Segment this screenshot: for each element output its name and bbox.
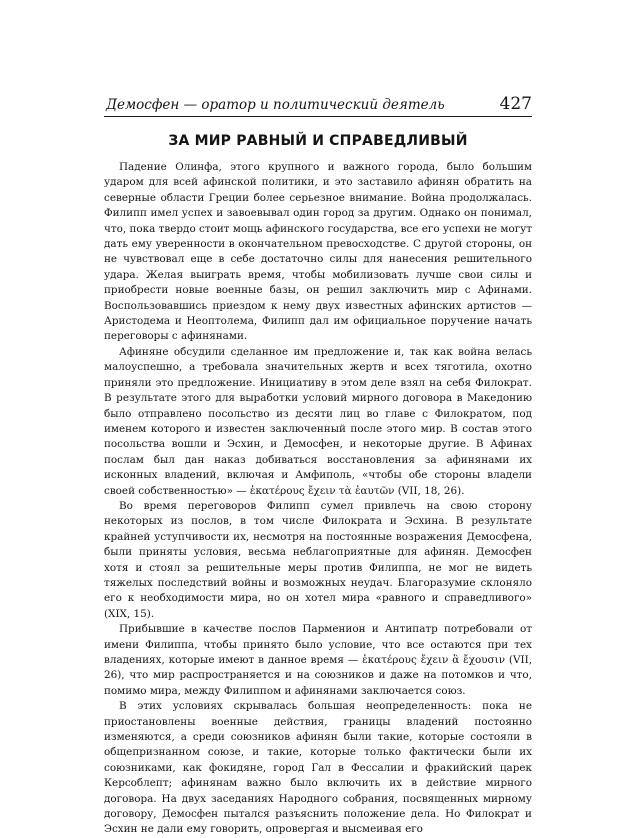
chapter-title: ЗА МИР РАВНЫЙ И СПРАВЕДЛИВЫЙ [168, 133, 468, 149]
paragraph-4: Прибывшие в качестве послов Парменион и Антипатр потребовали от имени Филиппа, чтобы принято было условие, что все остаются при тех владениях, которые имеют в данное время — ἑκατέρους ἔχειν ἃ ἔχουσιν (VII, 26), что мир распространяется и на союзников и даже на потомков и что, помимо мира, между Филиппом и афинянами заключается союз. [104, 623, 532, 697]
running-head [104, 92, 532, 117]
paragraph-1: Падение Олинфа, этого крупного и важного города, было большим ударом для всей афинской политики, и это заставило афинян обратить на северные области Греции более серьезное внимание. Война продолжалась. Филипп имел успех и завоевывал один город за другим. Однако он понимал, что, пока твердо стоит мощь афинского государства, все его успехи не могут дать ему уверенности в окончательном превосходстве. С другой стороны, он не чувствовал еще в себе достаточно силы для нанесения решительного удара. Желая выиграть время, чтобы мобилизовать лучше свои силы и приобрести новые военные базы, он решил заключить мир с Афинами. Воспользовавшись приездом к нему двух известных афинских артистов — Аристодема и Неоптолема, Филипп дал им официальное поручение начать переговоры с афинянами. [104, 161, 532, 343]
paragraph-2: Афиняне обсудили сделанное им предложение и, так как война велась малоуспешно, а требовала значительных жертв и всех тяготила, охотно приняли это предложение. Инициативу в этом деле взял на себя Филократ. В результате этого для выработки условий мирного договора в Македонию было отправлено посольство из десяти лиц во главе с Филократом, под именем которого и известен заключенный после этого мир. В состав этого посольства вошли и Эсхин, и Демосфен, и некоторые другие. В Афинах послам был дан наказ добиваться восстановления за афинянами их исконных владений, включая и Амфиполь, «чтобы обе стороны владели своей собственностью» — ἑκατέρους ἔχειν τὰ ἑαυτῶν (VII, 18, 26). [104, 345, 532, 497]
body-text [104, 160, 532, 838]
page-number: 427 [499, 94, 532, 114]
running-title: Демосфен — оратор и политический деятель [106, 97, 445, 113]
paragraph-5: В этих условиях скрывалась большая неопределенность: пока не приостановлены военные действия, границы владений постоянно изменяются, а среди союзников афинян были такие, которые состояли в общепризнанном союзе, и такие, которые только фактически были их союзниками, как фокидяне, город Гал в Фессалии и фракийский царек Керсоблепт; афинянам важно было включить их в действие мирного договора. На двух заседаниях Народного собрания, посвященных мирному договору, Демосфен пытался разъяснить положение дела. Но Филократ и Эсхин не дали ему говорить, опровергая и высмеивая его [104, 700, 532, 836]
paragraph-3: Во время переговоров Филипп сумел привлечь на свою сторону некоторых из послов, в том числе Филократа и Эсхина. В результате крайней уступчивости их, несмотря на постоянные возражения Демосфена, были приняты условия, весьма неблагоприятные для афинян. Демосфен хотя и стоял за решительные меры против Филиппа, не мог не видеть тяжелых последствий войны и возможных неудач. Благоразумие склоняло его к необходимости мира, но он хотел мира «равного и справедливого» (XIX, 15). [104, 499, 532, 620]
